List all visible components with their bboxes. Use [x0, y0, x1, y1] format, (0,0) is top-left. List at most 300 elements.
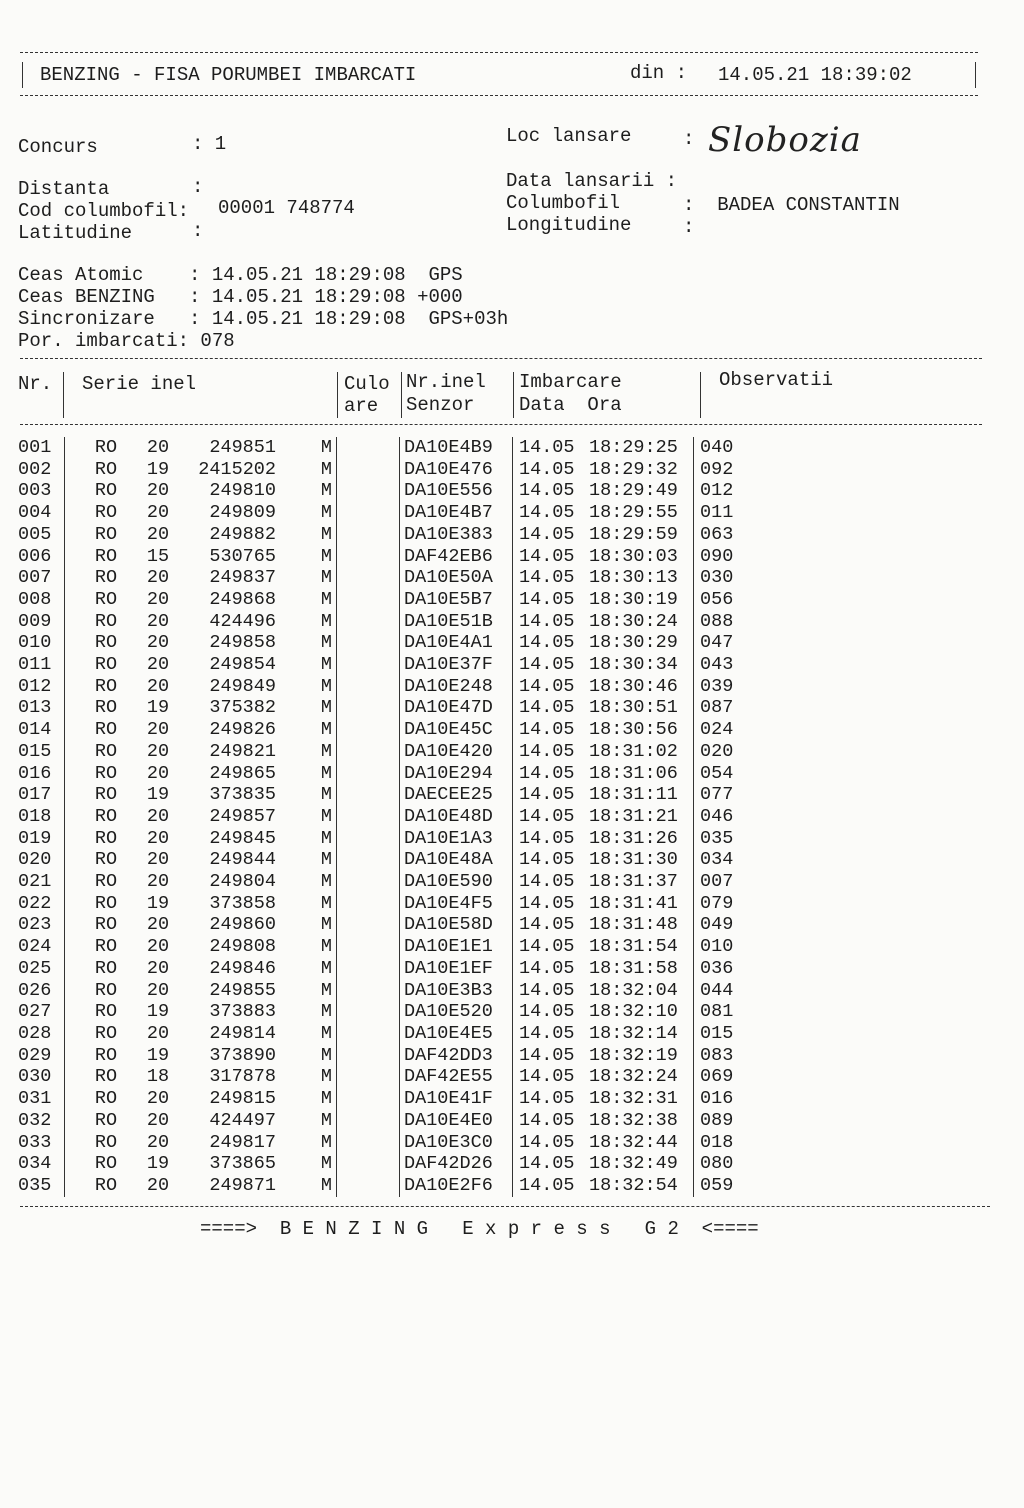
row-color	[339, 806, 400, 828]
row-sex: M	[320, 1131, 332, 1153]
row-time: 18:29:32	[589, 458, 678, 480]
row-year: 20	[146, 610, 170, 632]
table-row	[18, 741, 733, 763]
row-sex: M	[320, 588, 332, 610]
row-sensor: DA10E556	[404, 480, 493, 502]
row-date: 14.05	[519, 437, 575, 458]
footer-banner: ====> B E N Z I N G E x p r e s s G 2 <====	[200, 1218, 759, 1240]
row-sex: M	[320, 957, 332, 979]
row-ring-number: 249815	[209, 1088, 276, 1110]
row-time: 18:32:38	[589, 1109, 678, 1131]
row-observatii: 043	[700, 654, 734, 676]
row-time: 18:29:25	[589, 437, 678, 458]
row-nr: 020	[18, 849, 52, 871]
row-nr: 018	[18, 805, 52, 827]
table-row	[18, 1153, 733, 1175]
row-year: 20	[146, 675, 170, 697]
row-year: 20	[146, 567, 170, 589]
row-ring-number: 249854	[209, 654, 276, 676]
longitudine-value: :	[683, 216, 695, 238]
row-sensor: DA10E47D	[404, 697, 493, 719]
row-country: RO	[94, 588, 118, 610]
row-country: RO	[94, 502, 118, 524]
row-country: RO	[94, 740, 118, 762]
row-color	[339, 632, 400, 654]
concurs-label: Concurs	[18, 136, 98, 158]
row-time: 18:30:34	[589, 654, 678, 676]
row-color	[339, 654, 400, 676]
row-ring-number: 424496	[209, 610, 276, 632]
row-ring-number: 249821	[209, 740, 276, 762]
row-nr: 006	[18, 545, 52, 567]
row-sex: M	[320, 849, 332, 871]
row-date: 14.05	[519, 827, 575, 849]
row-time: 18:31:41	[589, 892, 678, 914]
row-sex: M	[320, 827, 332, 849]
row-time: 18:29:55	[589, 502, 678, 524]
row-color	[339, 524, 400, 546]
row-sex: M	[320, 675, 332, 697]
sincronizare: Sincronizare : 14.05.21 18:29:08 GPS+03h	[18, 308, 509, 330]
row-observatii: 090	[700, 545, 734, 567]
row-ring-number: 317878	[209, 1066, 276, 1088]
row-country: RO	[94, 1109, 118, 1131]
row-country: RO	[94, 567, 118, 589]
row-sensor: DA10E41F	[404, 1088, 493, 1110]
table-row	[18, 1088, 733, 1110]
row-year: 19	[146, 697, 170, 719]
row-date: 14.05	[519, 719, 575, 741]
row-color	[339, 1153, 400, 1175]
row-ring-number: 530765	[209, 545, 276, 567]
row-observatii: 080	[700, 1153, 734, 1175]
table-bottom-rule	[20, 1206, 990, 1207]
row-sensor: DA10E3B3	[404, 979, 493, 1001]
table-row	[18, 459, 733, 481]
row-time: 18:31:21	[589, 805, 678, 827]
cod-columbofil-label: Cod columbofil:	[18, 200, 190, 222]
row-date: 14.05	[519, 1001, 575, 1023]
row-observatii: 069	[700, 1066, 734, 1088]
row-color	[339, 1088, 400, 1110]
row-year: 20	[146, 523, 170, 545]
row-sensor: DA10E4F5	[404, 892, 493, 914]
row-country: RO	[94, 1088, 118, 1110]
row-country: RO	[94, 1022, 118, 1044]
row-observatii: 059	[700, 1174, 734, 1196]
row-sensor: DAF42DD3	[404, 1044, 493, 1066]
row-sensor: DA10E248	[404, 675, 493, 697]
row-ring-number: 373865	[209, 1153, 276, 1175]
ceas-benzing: Ceas BENZING : 14.05.21 18:29:08 +000	[18, 286, 463, 308]
row-time: 18:32:31	[589, 1088, 678, 1110]
row-sensor: DAF42E55	[404, 1066, 493, 1088]
row-nr: 023	[18, 914, 52, 936]
row-sensor: DA10E4B9	[404, 437, 493, 458]
row-observatii: 046	[700, 805, 734, 827]
row-year: 19	[146, 1153, 170, 1175]
row-date: 14.05	[519, 1022, 575, 1044]
row-year: 20	[146, 979, 170, 1001]
row-sensor: DAECEE25	[404, 784, 493, 806]
row-date: 14.05	[519, 914, 575, 936]
row-time: 18:30:03	[589, 545, 678, 567]
header-bottom-rule	[20, 424, 982, 425]
row-color	[339, 676, 400, 698]
row-sensor: DA10E520	[404, 1001, 493, 1023]
row-date: 14.05	[519, 1066, 575, 1088]
row-sensor: DA10E294	[404, 762, 493, 784]
row-color	[339, 567, 400, 589]
row-ring-number: 249817	[209, 1131, 276, 1153]
row-country: RO	[94, 892, 118, 914]
row-year: 19	[146, 1044, 170, 1066]
row-date: 14.05	[519, 871, 575, 893]
row-observatii: 011	[700, 502, 734, 524]
row-time: 18:29:49	[589, 480, 678, 502]
row-country: RO	[94, 610, 118, 632]
table-row	[18, 1023, 733, 1045]
row-time: 18:31:06	[589, 762, 678, 784]
row-ring-number: 249882	[209, 523, 276, 545]
row-time: 18:32:49	[589, 1153, 678, 1175]
row-color	[339, 741, 400, 763]
header-divider	[700, 372, 701, 418]
row-color	[339, 1132, 400, 1154]
row-color	[339, 936, 400, 958]
row-sex: M	[320, 1044, 332, 1066]
row-year: 18	[146, 1066, 170, 1088]
row-date: 14.05	[519, 588, 575, 610]
row-country: RO	[94, 480, 118, 502]
row-nr: 013	[18, 697, 52, 719]
table-row	[18, 502, 733, 524]
row-country: RO	[94, 979, 118, 1001]
row-ring-number: 249871	[209, 1174, 276, 1196]
row-color	[339, 1110, 400, 1132]
row-ring-number: 249868	[209, 588, 276, 610]
distanta-label: Distanta	[18, 178, 110, 200]
row-sex: M	[320, 697, 332, 719]
col-header-culoare: Culo	[344, 373, 390, 395]
row-nr: 035	[18, 1174, 52, 1196]
table-row	[18, 763, 733, 785]
row-year: 20	[146, 740, 170, 762]
row-country: RO	[94, 1131, 118, 1153]
row-nr: 033	[18, 1131, 52, 1153]
distanta-value: :	[192, 176, 204, 198]
row-time: 18:30:13	[589, 567, 678, 589]
row-sensor: DA10E37F	[404, 654, 493, 676]
row-color	[339, 502, 400, 524]
table-row	[18, 611, 733, 633]
row-date: 14.05	[519, 1088, 575, 1110]
row-year: 19	[146, 1001, 170, 1023]
row-date: 14.05	[519, 502, 575, 524]
row-nr: 008	[18, 588, 52, 610]
row-year: 20	[146, 480, 170, 502]
row-ring-number: 249844	[209, 849, 276, 871]
row-time: 18:31:26	[589, 827, 678, 849]
row-color	[339, 437, 400, 459]
row-nr: 034	[18, 1153, 52, 1175]
din-value: 14.05.21 18:39:02	[718, 64, 912, 86]
row-date: 14.05	[519, 1131, 575, 1153]
cod-columbofil-value: 00001 748774	[218, 197, 355, 219]
row-color	[339, 980, 400, 1002]
row-time: 18:32:04	[589, 979, 678, 1001]
data-lansarii-label: Data lansarii :	[506, 170, 678, 192]
table-row	[18, 546, 733, 568]
table-row	[18, 871, 733, 893]
row-ring-number: 249851	[209, 437, 276, 458]
row-observatii: 039	[700, 675, 734, 697]
row-country: RO	[94, 827, 118, 849]
row-sensor: DA10E3C0	[404, 1131, 493, 1153]
row-color	[339, 828, 400, 850]
row-sex: M	[320, 805, 332, 827]
table-row	[18, 524, 733, 546]
table-row	[18, 980, 733, 1002]
row-sensor: DA10E590	[404, 871, 493, 893]
row-year: 20	[146, 1022, 170, 1044]
row-year: 20	[146, 719, 170, 741]
row-nr: 010	[18, 632, 52, 654]
row-date: 14.05	[519, 936, 575, 958]
row-nr: 025	[18, 957, 52, 979]
row-country: RO	[94, 458, 118, 480]
pigeon-table	[18, 437, 733, 1197]
row-observatii: 034	[700, 849, 734, 871]
row-ring-number: 249809	[209, 502, 276, 524]
table-row	[18, 1001, 733, 1023]
row-sex: M	[320, 1153, 332, 1175]
row-nr: 029	[18, 1044, 52, 1066]
row-date: 14.05	[519, 654, 575, 676]
row-year: 20	[146, 588, 170, 610]
row-sex: M	[320, 567, 332, 589]
table-row	[18, 697, 733, 719]
row-observatii: 087	[700, 697, 734, 719]
loc-lansare-handwritten: Slobozia	[708, 120, 862, 160]
loc-lansare-colon: :	[683, 128, 695, 150]
row-date: 14.05	[519, 675, 575, 697]
row-nr: 005	[18, 523, 52, 545]
row-sex: M	[320, 610, 332, 632]
row-time: 18:32:19	[589, 1044, 678, 1066]
row-sensor: DAF42D26	[404, 1153, 493, 1175]
row-color	[339, 1066, 400, 1088]
row-time: 18:32:14	[589, 1022, 678, 1044]
row-observatii: 016	[700, 1088, 734, 1110]
col-header-culoare-2: are	[344, 395, 379, 417]
row-time: 18:31:37	[589, 871, 678, 893]
row-date: 14.05	[519, 979, 575, 1001]
row-sex: M	[320, 762, 332, 784]
row-nr: 028	[18, 1022, 52, 1044]
row-nr: 016	[18, 762, 52, 784]
table-row	[18, 914, 733, 936]
row-observatii: 015	[700, 1022, 734, 1044]
row-observatii: 040	[700, 437, 734, 458]
row-country: RO	[94, 1066, 118, 1088]
row-nr: 011	[18, 654, 52, 676]
row-date: 14.05	[519, 545, 575, 567]
row-observatii: 018	[700, 1131, 734, 1153]
row-date: 14.05	[519, 610, 575, 632]
row-nr: 015	[18, 740, 52, 762]
table-row	[18, 589, 733, 611]
row-color	[339, 719, 400, 741]
concurs-value: : 1	[192, 133, 227, 155]
col-header-imbarcare: Imbarcare	[519, 371, 622, 393]
row-sensor: DA10E476	[404, 458, 493, 480]
row-country: RO	[94, 871, 118, 893]
row-sensor: DA10E2F6	[404, 1174, 493, 1196]
row-date: 14.05	[519, 849, 575, 871]
row-country: RO	[94, 762, 118, 784]
row-ring-number: 424497	[209, 1109, 276, 1131]
row-year: 20	[146, 827, 170, 849]
table-row	[18, 893, 733, 915]
header-top-rule	[20, 358, 982, 359]
table-row	[18, 632, 733, 654]
row-time: 18:32:10	[589, 1001, 678, 1023]
row-country: RO	[94, 1001, 118, 1023]
table-row	[18, 480, 733, 502]
row-year: 19	[146, 458, 170, 480]
row-color	[339, 958, 400, 980]
row-year: 20	[146, 1109, 170, 1131]
din-label: din :	[630, 62, 688, 84]
row-date: 14.05	[519, 458, 575, 480]
row-sex: M	[320, 892, 332, 914]
row-nr: 021	[18, 871, 52, 893]
row-year: 20	[146, 437, 170, 458]
row-nr: 007	[18, 567, 52, 589]
row-country: RO	[94, 437, 118, 458]
row-date: 14.05	[519, 805, 575, 827]
row-date: 14.05	[519, 1153, 575, 1175]
row-country: RO	[94, 1174, 118, 1196]
row-date: 14.05	[519, 480, 575, 502]
row-observatii: 089	[700, 1109, 734, 1131]
row-date: 14.05	[519, 1174, 575, 1196]
row-ring-number: 249826	[209, 719, 276, 741]
row-sex: M	[320, 719, 332, 741]
row-sensor: DA10E4E5	[404, 1022, 493, 1044]
row-country: RO	[94, 936, 118, 958]
row-color	[339, 784, 400, 806]
row-ring-number: 249858	[209, 632, 276, 654]
row-sex: M	[320, 979, 332, 1001]
row-year: 20	[146, 1088, 170, 1110]
row-ring-number: 373883	[209, 1001, 276, 1023]
table-row	[18, 958, 733, 980]
table-row	[18, 437, 733, 459]
table-row	[18, 676, 733, 698]
loc-lansare-label: Loc lansare	[506, 125, 632, 147]
col-header-observatii: Observatii	[719, 369, 834, 391]
row-time: 18:30:29	[589, 632, 678, 654]
row-time: 18:32:44	[589, 1131, 678, 1153]
row-country: RO	[94, 719, 118, 741]
row-observatii: 010	[700, 936, 734, 958]
row-country: RO	[94, 957, 118, 979]
table-row	[18, 1110, 733, 1132]
row-sensor: DA10E48D	[404, 805, 493, 827]
row-time: 18:32:24	[589, 1066, 678, 1088]
table-row	[18, 784, 733, 806]
row-country: RO	[94, 632, 118, 654]
row-date: 14.05	[519, 1044, 575, 1066]
row-year: 20	[146, 936, 170, 958]
row-sex: M	[320, 523, 332, 545]
row-color	[339, 1175, 400, 1197]
row-sensor: DA10E1E1	[404, 936, 493, 958]
row-country: RO	[94, 523, 118, 545]
row-year: 20	[146, 632, 170, 654]
row-sex: M	[320, 1109, 332, 1131]
row-observatii: 083	[700, 1044, 734, 1066]
row-date: 14.05	[519, 632, 575, 654]
row-time: 18:31:54	[589, 936, 678, 958]
row-ring-number: 375382	[209, 697, 276, 719]
row-color	[339, 893, 400, 915]
row-year: 20	[146, 914, 170, 936]
row-country: RO	[94, 784, 118, 806]
row-color	[339, 589, 400, 611]
row-nr: 019	[18, 827, 52, 849]
row-year: 20	[146, 502, 170, 524]
row-ring-number: 249810	[209, 480, 276, 502]
row-date: 14.05	[519, 1109, 575, 1131]
row-date: 14.05	[519, 697, 575, 719]
row-country: RO	[94, 675, 118, 697]
row-year: 20	[146, 1131, 170, 1153]
row-year: 15	[146, 545, 170, 567]
col-header-senzor: Senzor	[406, 394, 475, 416]
row-year: 20	[146, 871, 170, 893]
row-year: 19	[146, 892, 170, 914]
row-nr: 022	[18, 892, 52, 914]
table-row	[18, 849, 733, 871]
row-color	[339, 1045, 400, 1067]
row-nr: 030	[18, 1066, 52, 1088]
row-sex: M	[320, 654, 332, 676]
row-observatii: 088	[700, 610, 734, 632]
row-observatii: 047	[700, 632, 734, 654]
row-sex: M	[320, 1088, 332, 1110]
row-color	[339, 546, 400, 568]
row-country: RO	[94, 545, 118, 567]
table-row	[18, 719, 733, 741]
row-nr: 032	[18, 1109, 52, 1131]
row-observatii: 036	[700, 957, 734, 979]
row-sensor: DAF42EB6	[404, 545, 493, 567]
col-header-serie-inel: Serie inel	[82, 373, 197, 395]
row-sex: M	[320, 784, 332, 806]
document-title: BENZING - FISA PORUMBEI IMBARCATI	[40, 64, 417, 86]
title-box	[20, 52, 978, 96]
row-nr: 012	[18, 675, 52, 697]
row-year: 20	[146, 805, 170, 827]
row-sensor: DA10E4E0	[404, 1109, 493, 1131]
row-sex: M	[320, 1174, 332, 1196]
row-ring-number: 373835	[209, 784, 276, 806]
row-sensor: DA10E5B7	[404, 588, 493, 610]
row-nr: 009	[18, 610, 52, 632]
